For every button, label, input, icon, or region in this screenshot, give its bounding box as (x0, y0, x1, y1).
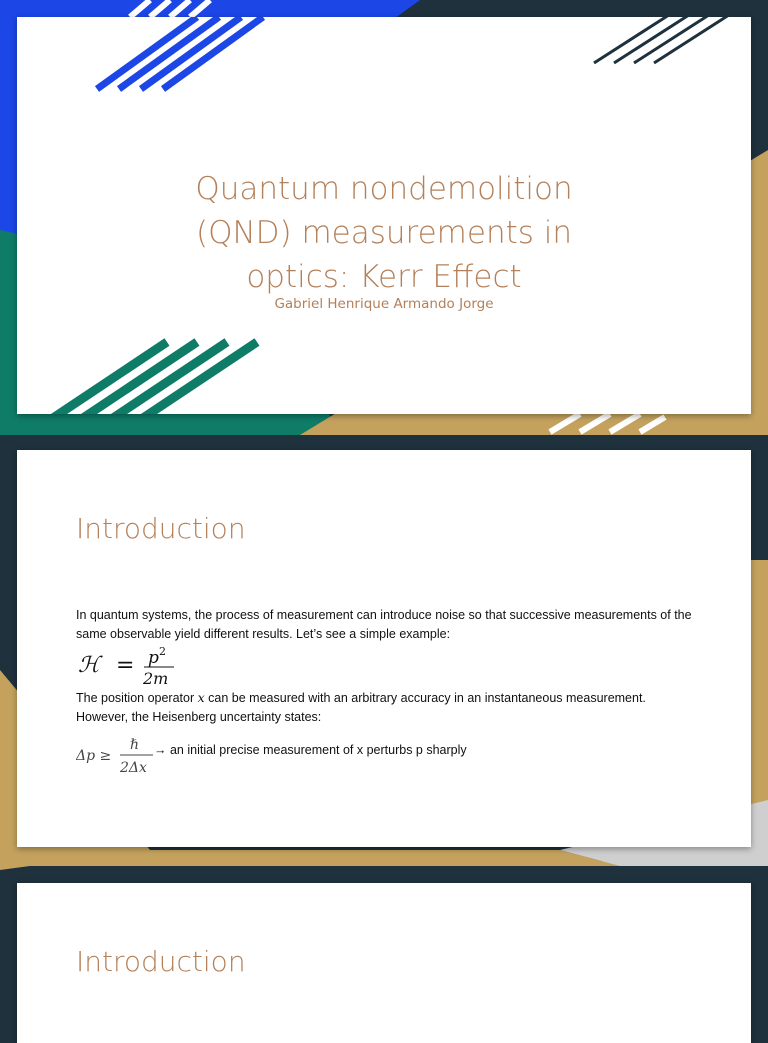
uncertainty-explanation: → an initial precise measurement of x perturbs p sharply (154, 743, 467, 757)
stripe-decoration-teal (37, 337, 297, 414)
introduction-slide-2 (17, 883, 751, 1043)
slide-heading-2: Introduction (76, 945, 246, 978)
eq1-denominator: 2m (143, 669, 169, 688)
para2-text-before: The position operator (76, 691, 195, 705)
para2-text-after: can be measured with an arbitrary accuracy in an instantaneous measurement. (208, 691, 646, 705)
title-slide (17, 17, 751, 414)
eq1-equals: = (116, 653, 135, 678)
position-operator-paragraph (76, 688, 706, 727)
introduction-slide (17, 450, 751, 847)
uncertainty-equation (76, 733, 156, 777)
eq1-numerator: p (148, 648, 159, 668)
position-variable: x (197, 690, 205, 705)
hamiltonian-equation (76, 646, 196, 688)
eq2-denominator: 2Δx (120, 760, 147, 776)
stripe-decoration-blue (67, 17, 267, 97)
eq1-superscript: 2 (159, 646, 166, 658)
stripe-decoration-dark (592, 17, 742, 77)
eq2-numerator: ℏ (130, 737, 140, 753)
presentation-title: Quantum nondemolition (QND) measurements in optics: Kerr Effect (195, 171, 573, 295)
para2-line2: However, the Heisenberg uncertainty states: (76, 710, 322, 724)
eq2-lhs: Δp ≥ (76, 748, 112, 764)
slide-heading: Introduction (76, 512, 246, 545)
intro-paragraph: In quantum systems, the process of measurement can introduce noise so that successive measurements of the same observable yield different results. Let’s see a simple example: (76, 608, 692, 641)
eq1-lhs: ℋ (78, 653, 100, 678)
author-name: Gabriel Henrique Armando Jorge (274, 296, 494, 312)
